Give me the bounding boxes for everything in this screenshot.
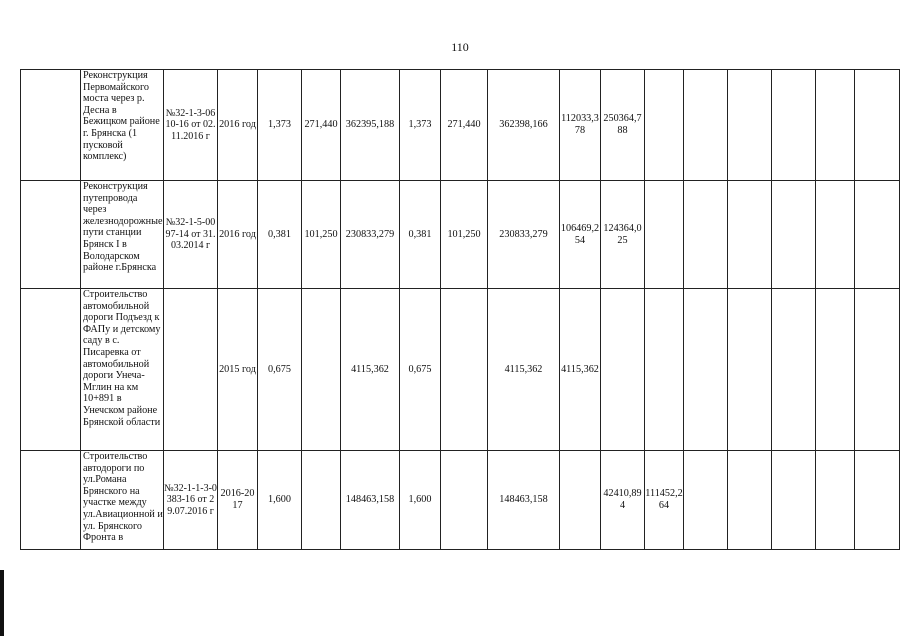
- empty-cell: [816, 289, 855, 451]
- table-row: [21, 451, 900, 550]
- empty-cell: [728, 181, 772, 289]
- empty-cell: [21, 289, 81, 451]
- page-number: 110: [451, 40, 469, 54]
- cost-cell: 148463,158: [488, 451, 560, 550]
- table-row: [21, 289, 900, 451]
- object-name-cell: Реконструкция Первомайского моста через р. Десна в Бежицком районе г. Брянска (1 пусковой комплекс): [81, 70, 164, 181]
- empty-cell: [684, 289, 728, 451]
- cost-cell: 4115,362: [488, 289, 560, 451]
- cost-cell: 230833,279: [341, 181, 400, 289]
- length-km-cell: 1,373: [400, 70, 441, 181]
- empty-cell: [816, 181, 855, 289]
- length-m-cell: 101,250: [441, 181, 488, 289]
- funding-cell: [560, 451, 601, 550]
- cost-cell: 230833,279: [488, 181, 560, 289]
- length-km-cell: 1,373: [258, 70, 302, 181]
- empty-cell: [21, 70, 81, 181]
- empty-cell: [816, 70, 855, 181]
- permit-doc-cell: [164, 289, 218, 451]
- length-m-cell: 101,250: [302, 181, 341, 289]
- length-km-cell: 0,675: [400, 289, 441, 451]
- empty-cell: [684, 451, 728, 550]
- funding-cell: [645, 70, 684, 181]
- funding-cell: 106469,254: [560, 181, 601, 289]
- empty-cell: [855, 70, 900, 181]
- object-name-cell: Реконструкция путепровода через железнодорожные пути станции Брянск I в Володарском районе г.Брянска: [81, 181, 164, 289]
- funding-cell: 250364,788: [601, 70, 645, 181]
- empty-cell: [728, 289, 772, 451]
- empty-cell: [728, 70, 772, 181]
- year-cell: 2016-2017: [218, 451, 258, 550]
- empty-cell: [855, 289, 900, 451]
- cost-cell: 362395,188: [341, 70, 400, 181]
- year-cell: 2016 год: [218, 181, 258, 289]
- length-m-cell: [302, 289, 341, 451]
- empty-cell: [772, 70, 816, 181]
- permit-doc-cell: №32-1-3-0610-16 от 02.11.2016 г: [164, 70, 218, 181]
- funding-cell: [645, 181, 684, 289]
- table-row: [21, 70, 900, 181]
- year-cell: 2015 год: [218, 289, 258, 451]
- length-m-cell: [441, 451, 488, 550]
- empty-cell: [855, 451, 900, 550]
- construction-projects-table: [20, 69, 900, 550]
- cost-cell: 362398,166: [488, 70, 560, 181]
- funding-cell: 4115,362: [560, 289, 601, 451]
- length-m-cell: 271,440: [302, 70, 341, 181]
- empty-cell: [772, 289, 816, 451]
- object-name-cell: Строительство автомобильной дороги Подъезд к ФАПу и детскому саду в с. Писаревка от автомобильной дороги Унеча-Мглин на км 10+891 в Унечском районе Брянской области: [81, 289, 164, 451]
- empty-cell: [684, 181, 728, 289]
- length-km-cell: 0,381: [258, 181, 302, 289]
- permit-doc-cell: №32-1-5-0097-14 от 31.03.2014 г: [164, 181, 218, 289]
- empty-cell: [772, 181, 816, 289]
- length-km-cell: 1,600: [258, 451, 302, 550]
- empty-cell: [855, 181, 900, 289]
- length-km-cell: 0,675: [258, 289, 302, 451]
- object-name-cell: Строительство автодороги по ул.Романа Брянского на участке между ул.Авиационной и ул. Брянского Фронта в: [81, 451, 164, 550]
- funding-cell: 112033,378: [560, 70, 601, 181]
- empty-cell: [816, 451, 855, 550]
- funding-cell: 111452,264: [645, 451, 684, 550]
- funding-cell: [601, 289, 645, 451]
- empty-cell: [772, 451, 816, 550]
- table-row: [21, 181, 900, 289]
- length-m-cell: [302, 451, 341, 550]
- binding-edge-mark: [0, 570, 4, 636]
- cost-cell: 4115,362: [341, 289, 400, 451]
- permit-doc-cell: №32-1-1-3-0383-16 от 29.07.2016 г: [164, 451, 218, 550]
- funding-cell: [645, 289, 684, 451]
- empty-cell: [684, 70, 728, 181]
- length-m-cell: 271,440: [441, 70, 488, 181]
- funding-cell: 42410,894: [601, 451, 645, 550]
- funding-cell: 124364,025: [601, 181, 645, 289]
- year-cell: 2016 год: [218, 70, 258, 181]
- empty-cell: [21, 181, 81, 289]
- empty-cell: [728, 451, 772, 550]
- length-m-cell: [441, 289, 488, 451]
- empty-cell: [21, 451, 81, 550]
- cost-cell: 148463,158: [341, 451, 400, 550]
- length-km-cell: 1,600: [400, 451, 441, 550]
- length-km-cell: 0,381: [400, 181, 441, 289]
